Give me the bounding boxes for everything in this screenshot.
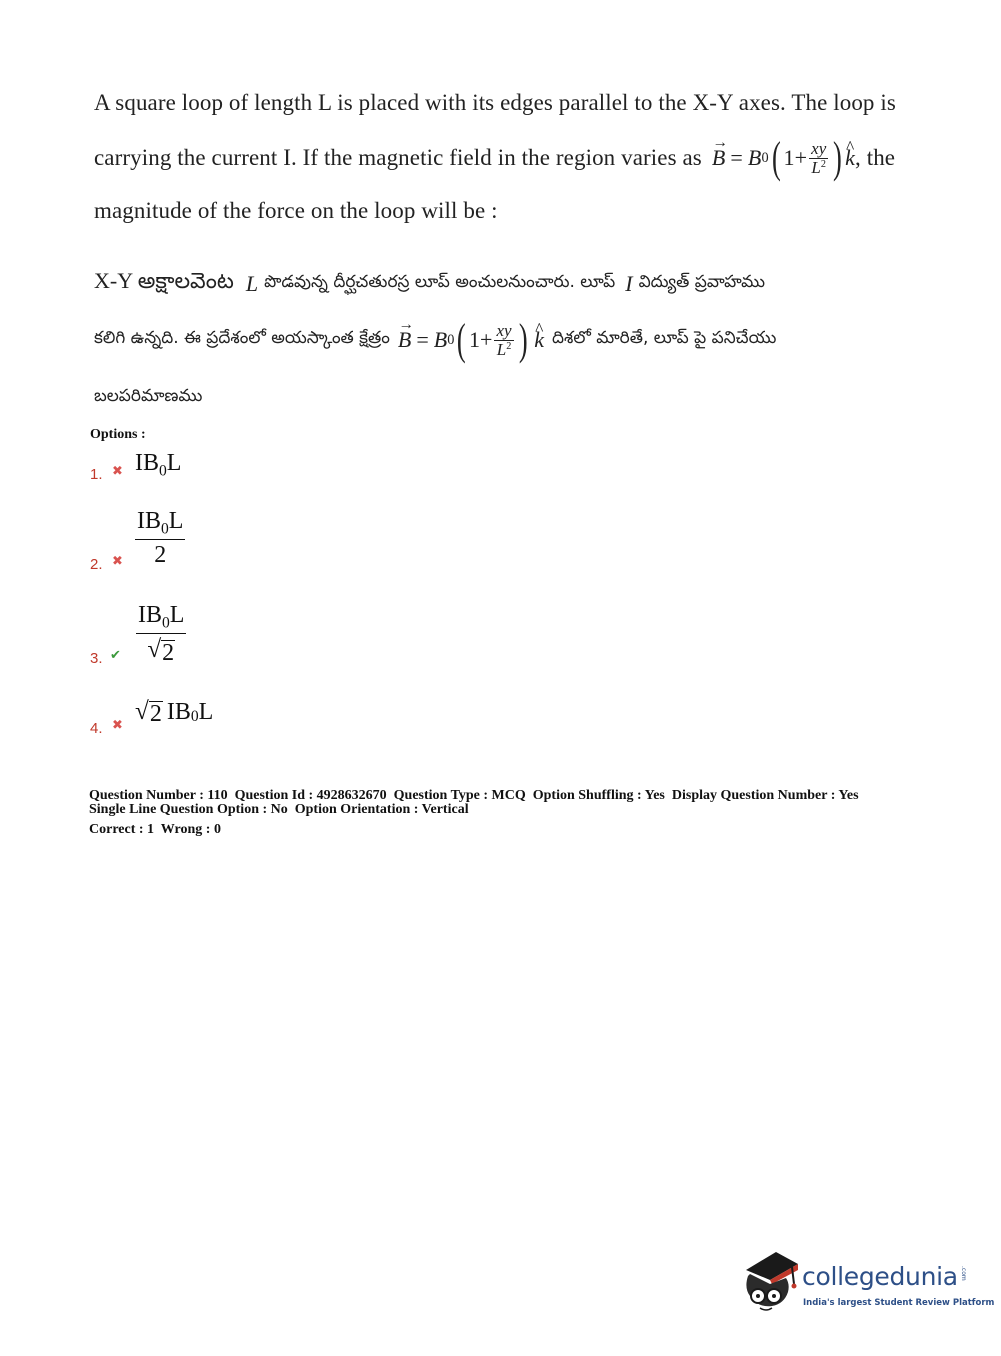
question-meta-line2: Single Line Question Option : No Option Orientation : Vertical — [89, 802, 469, 817]
field-expression-english: → B = B 0 ( 1+ $\frac{xy}{L^2}$ ) ^ k — [712, 136, 855, 180]
question-english-line2-text: carrying the current I. If the magnetic field in the region varies as — [94, 145, 702, 170]
option-3-math: $IB_0L$ √ 2 — [138, 602, 185, 667]
option-2-math: $\frac{IB_0L}{2}$ — [137, 508, 184, 569]
option-4-number: 4. — [90, 720, 103, 737]
options-label: Options : — [90, 427, 146, 442]
logo-tagline: India's largest Student Review Platform — [803, 1298, 995, 1308]
wrong-icon: ✖ — [112, 718, 123, 733]
correct-check-icon: ✔ — [110, 648, 121, 663]
logo-name: collegedunia — [802, 1262, 958, 1291]
option-3[interactable] — [90, 602, 290, 672]
option-3-number: 3. — [90, 650, 103, 667]
option-1[interactable] — [90, 448, 290, 488]
option-1-math: $IB_0L$ — [135, 450, 182, 480]
question-english-line3: magnitude of the force on the loop will be : — [94, 198, 498, 223]
wrong-icon: ✖ — [112, 554, 123, 569]
option-2-number: 2. — [90, 556, 103, 573]
wrong-icon: ✖ — [112, 464, 123, 479]
question-telugu-line3: బలపరిమాణము — [94, 386, 203, 406]
option-4-math: √ 2 IB 0 L — [135, 698, 214, 727]
option-1-number: 1. — [90, 466, 103, 483]
option-2[interactable] — [90, 508, 290, 576]
question-meta-line1: Question Number : 110 Question Id : 4928632670 Question Type : MCQ Option Shuffling : Yes Display Question Number : Yes — [89, 788, 859, 803]
question-english-line1: A square loop of length L is placed with its edges parallel to the X-Y axes. The loop is — [94, 90, 896, 115]
logo-com: .com — [960, 1266, 967, 1281]
question-telugu-line2: కలిగి ఉన్నది. ఈ ప్రదేశంలో అయస్కాంత క్షేత్రం → B = B 0 ( 1+ $\frac{xy}{L^2}$ ) ^ k దిశలో మారితే, లూప్ పై పనిచేయు — [94, 315, 776, 365]
mascot-icon — [740, 1248, 800, 1318]
question-english-line2: carrying the current I. If the magnetic field in the region varies as → B = B 0 ( 1+ $\frac{xy}{L^2}$ ) ^ k , the — [94, 133, 895, 183]
option-4[interactable] — [90, 694, 290, 738]
field-expression-telugu: → B = B 0 ( 1+ $\frac{xy}{L^2}$ ) ^ k — [398, 318, 544, 362]
question-meta-line3: Correct : 1 Wrong : 0 — [89, 822, 221, 837]
question-telugu-line1: X-Y అక్షాలవెంట L పొడవున్న దీర్ఘచతురస్ర లూప్ అంచులనుంచారు. లూప్ I విద్యుత్ ప్రవాహము — [94, 268, 766, 296]
collegedunia-logo — [740, 1248, 995, 1320]
